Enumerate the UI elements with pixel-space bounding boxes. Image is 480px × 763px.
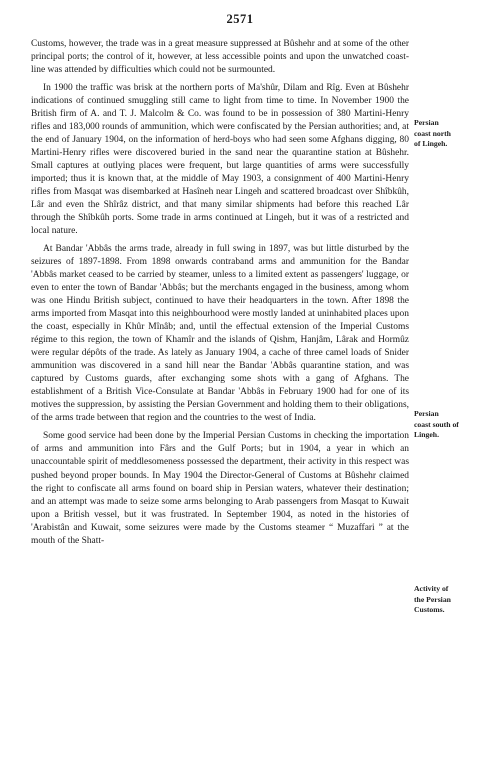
page-number: 2571	[226, 12, 254, 26]
margin-note-line: Persian	[414, 409, 439, 418]
margin-note-line: the Persian	[414, 594, 451, 604]
paragraph-1900-traffic: In 1900 the traffic was brisk at the northern ports of Ma'shûr, Dilam and Rîg. Even at Bûshehr indications of continued smuggling still came to light from time to time. In November 1900 the British firm of A. and T. J. Malcolm & Co. was found to be in possession of 380 Martini-Henry rifles and 183,000 rounds of ammunition, which were confiscated by the Persian authorities; and, at the end of January 1904, on the information of herd-boys who had seen some Afghans digging, 80 Martini-Henry rifles were discovered buried in the sand near the quarantine station at Bûshehr. Small captures at outlying places were frequent, but large quantities of arms were successfully imported; thus it is known that, at the middle of May 1903, a consignment of 400 Martini-Henry rifles from Masqat was disembarked at Hasîneh near Lingeh and scattered broadcast over Shîbkûh, Lâr and even the Shîrâz district, and that many similar shipments had before this reached Lâr through the Shîbkûh ports. Some trade in arms continued at Lingeh, but it was of a restricted and local nature.	[31, 83, 409, 237]
margin-note-line: coast north	[414, 128, 451, 138]
paragraph-imperial-customs: Some good service had been done by the Imperial Persian Customs in checking the importation of arms and ammunition into Fârs and the Gulf Ports; but in 1904, a year in which an unaccountable spirit of meddlesomeness possessed the department, their activity in this respect was pushed beyond proper bounds. In May 1904 the Director-General of Customs at Bûshehr claimed the right to confiscate all arms found on board ship in Persian waters, whatever their destination; and an attempt was made to seize some arms belonging to Arab passengers from Masqat to Kuwait upon a British vessel, but it was frustrated. In September 1904, as noted in the histories of 'Arabistân and Kuwait, some seizures were made by the Customs steamer “ Muzaffari ” at the mouth of the Shatt-	[31, 431, 409, 546]
margin-note-line: Customs.	[414, 605, 445, 615]
margin-note-line: Lingeh.	[414, 430, 439, 440]
paragraph-bandar-abbas: At Bandar 'Abbâs the arms trade, already in full swing in 1897, was but little disturbed by the seizures of 1897-1898. From 1898 onwards contraband arms and ammunition for the Bandar 'Abbâs market ceased to be carried by steamer, unless to a limited extent as passengers' luggage, or even to enter the town of Bandar 'Abbâs; but the merchants engaged in the business, among whom was one Hindu British subject, continued to have their headquarters in the town. After 1898 the arms imported from Masqat into this neighbourhood were mostly landed at uninhabited places upon the coast, especially in Khûr Mînâb; and, until the effectual extension of the Imperial Customs régime to this region, the town of Khamîr and the islands of Qishm, Hanjâm, Lârak and Hormûz were regular dépôts of the trade. As lately as January 1904, a cache of three camel loads of Snider ammunition was discovered in a sand hill near the Bandar 'Abbâs quarantine station, and was captured by Customs guards, after exchanging some shots with a gang of Afghans. The establishment of a British Vice-Consulate at Bandar 'Abbâs in February 1900 had for one of its motives the suppression, by assisting the Persian Government and holding them to their obligations, of the arms trade between that region and the countries to the west of India.	[31, 244, 409, 424]
margin-note-line: of Lingeh.	[414, 139, 448, 149]
margin-note-line: Persian	[414, 118, 439, 127]
margin-note-customs-activity	[414, 584, 478, 616]
paragraph-customs-continuation: Customs, however, the trade was in a great measure suppressed at Bûshehr and at some of the other principal ports; the control of it, however, at less accessible points and upon the unwatched coast-line was attended by difficulties which could not be surmounted.	[31, 39, 409, 76]
body-text	[31, 38, 409, 548]
margin-note-line: Activity of	[414, 584, 449, 593]
margin-note-coast-south	[414, 409, 478, 441]
margin-note-coast-north	[414, 118, 478, 150]
margin-note-line: coast south of	[414, 419, 459, 429]
